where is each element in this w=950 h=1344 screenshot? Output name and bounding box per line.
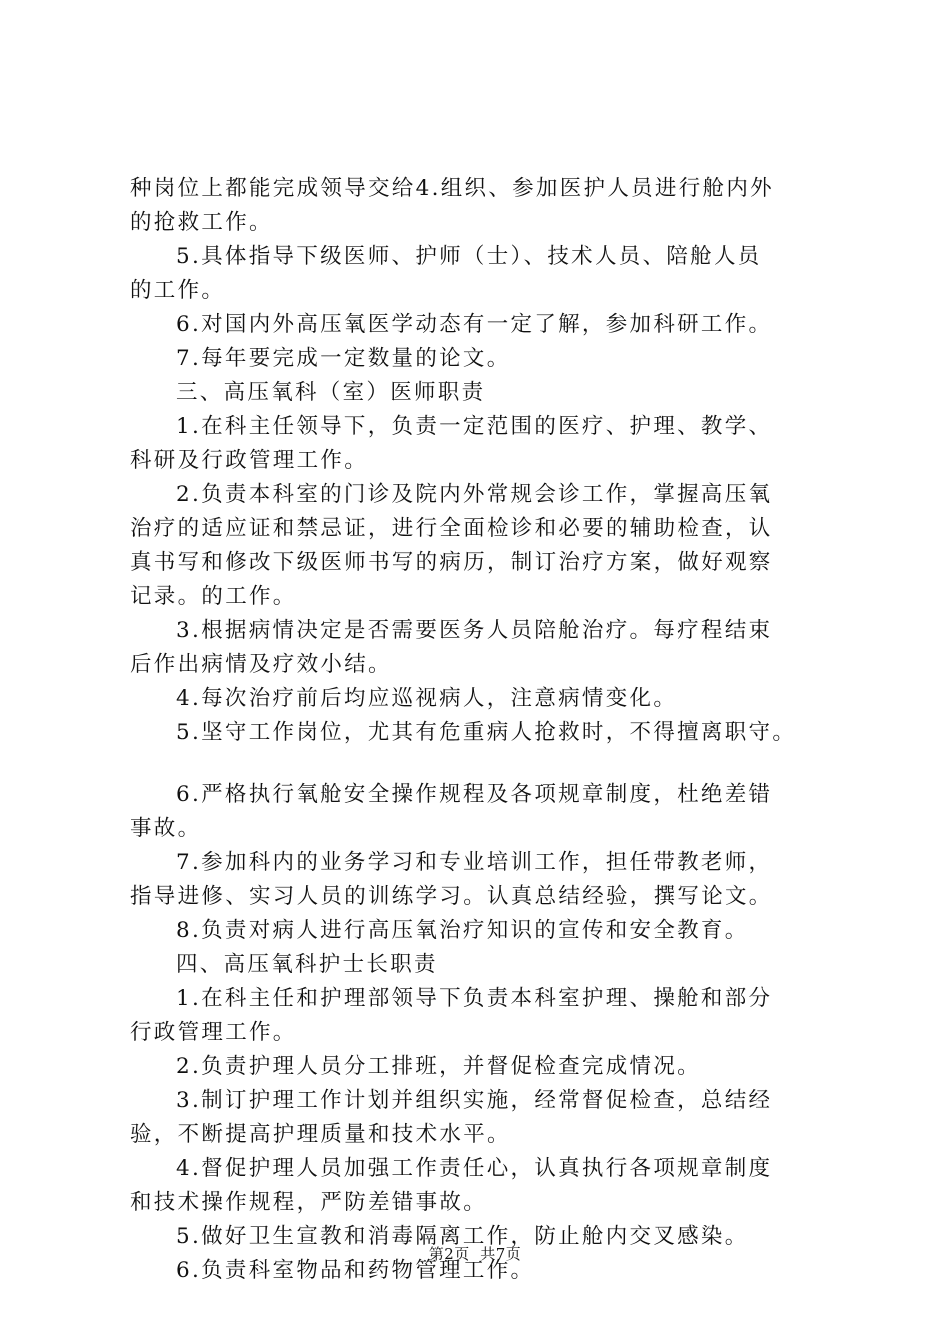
text-line: 和技术操作规程，严防差错事故。 — [130, 1190, 488, 1215]
text-line: 记录。的工作。 — [130, 584, 297, 609]
text-line: 2.负责本科室的门诊及院内外常规会诊工作，掌握高压氧 — [176, 482, 773, 507]
text-line: 5.具体指导下级医师、护师（士）、技术人员、陪舱人员 — [176, 244, 762, 269]
text-line: 7.参加科内的业务学习和专业培训工作，担任带教老师， — [176, 850, 773, 875]
text-line: 1.在科主任领导下，负责一定范围的医疗、护理、教学、 — [176, 414, 773, 439]
text-line: 3.根据病情决定是否需要医务人员陪舱治疗。每疗程结束 — [176, 618, 773, 643]
text-line: 5.坚守工作岗位，尤其有危重病人抢救时，不得擅离职守。 — [176, 720, 797, 745]
text-line: 行政管理工作。 — [130, 1020, 297, 1045]
text-line: 4.督促护理人员加强工作责任心，认真执行各项规章制度 — [176, 1156, 773, 1181]
text-line: 后作出病情及疗效小结。 — [130, 652, 392, 677]
text-line: 5.做好卫生宣教和消毒隔离工作，防止舱内交叉感染。 — [176, 1224, 749, 1249]
text-line: 的工作。 — [130, 278, 226, 303]
text-line: 8.负责对病人进行高压氧治疗知识的宣传和安全教育。 — [176, 918, 749, 943]
section-heading: 四、高压氧科护士长职责 — [176, 952, 438, 977]
text-line: 治疗的适应证和禁忌证，进行全面检诊和必要的辅助检查，认 — [130, 516, 773, 541]
text-line: 科研及行政管理工作。 — [130, 448, 369, 473]
text-line: 事故。 — [130, 816, 202, 841]
paragraph-gap — [130, 750, 836, 778]
text-line: 指导进修、实习人员的训练学习。认真总结经验，撰写论文。 — [130, 884, 773, 909]
text-line: 6.严格执行氧舱安全操作规程及各项规章制度，杜绝差错 — [176, 782, 773, 807]
section-heading: 三、高压氧科（室）医师职责 — [176, 380, 486, 405]
text-line: 4.每次治疗前后均应巡视病人，注意病情变化。 — [176, 686, 678, 711]
text-line: 种岗位上都能完成领导交给4.组织、参加医护人员进行舱内外 — [130, 176, 774, 201]
text-line: 的抢救工作。 — [130, 210, 273, 235]
text-line: 6.负责科室物品和药物管理工作。 — [176, 1258, 535, 1283]
text-line: 验，不断提高护理质量和技术水平。 — [130, 1122, 511, 1147]
text-line: 2.负责护理人员分工排班，并督促检查完成情况。 — [176, 1054, 701, 1079]
text-line: 3.制订护理工作计划并组织实施，经常督促检查，总结经 — [176, 1088, 773, 1113]
text-line: 6.对国内外高压氧医学动态有一定了解，参加科研工作。 — [176, 312, 773, 337]
document-body — [130, 172, 836, 1288]
page-number: 第2页 共7页 — [428, 1245, 522, 1263]
text-line: 1.在科主任和护理部领导下负责本科室护理、操舱和部分 — [176, 986, 773, 1011]
text-line: 真书写和修改下级医师书写的病历，制订治疗方案，做好观察 — [130, 550, 773, 575]
text-line: 7.每年要完成一定数量的论文。 — [176, 346, 511, 371]
